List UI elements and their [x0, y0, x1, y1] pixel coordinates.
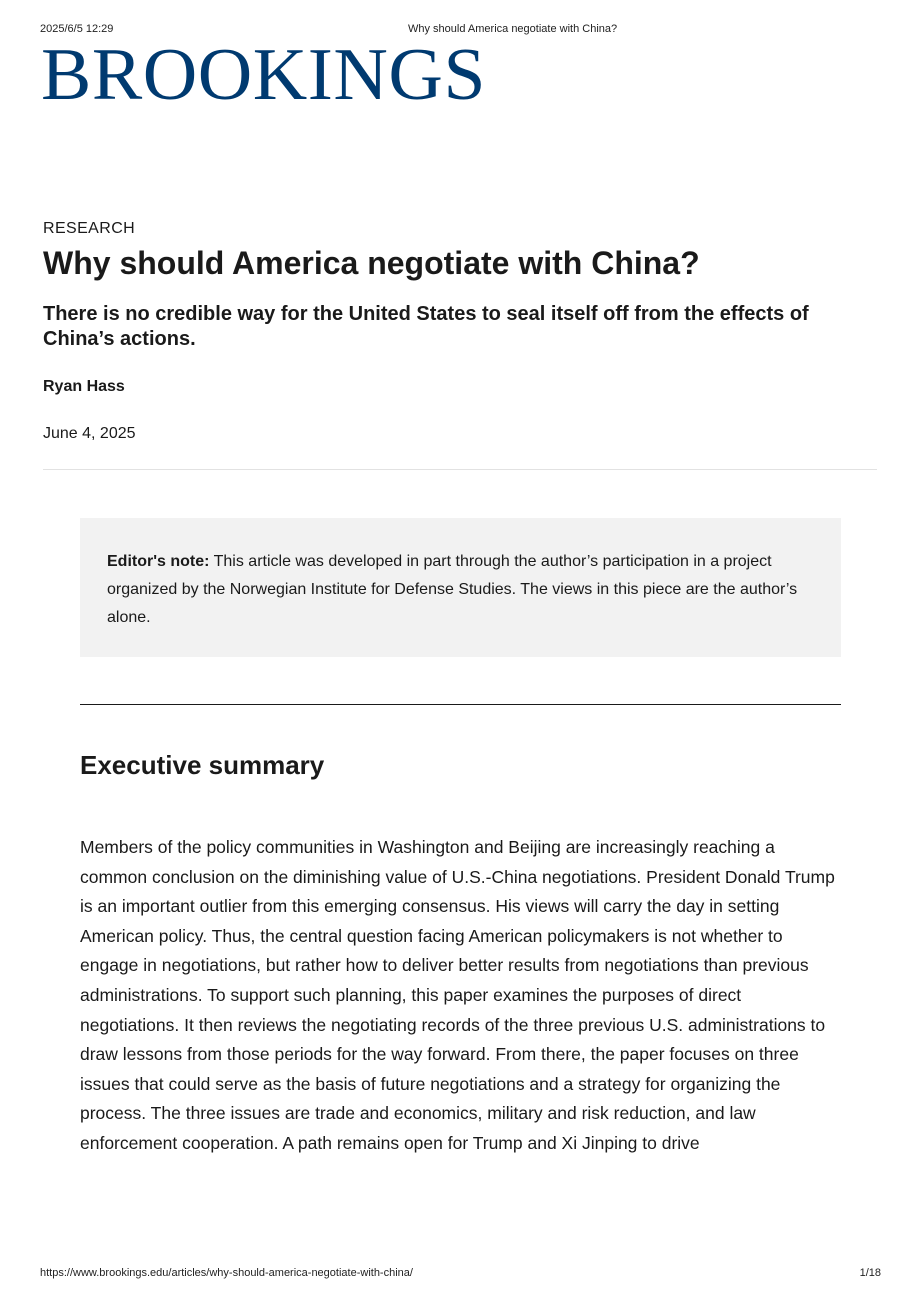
print-header-title: Why should America negotiate with China?: [408, 23, 618, 35]
section-divider: [80, 704, 841, 705]
print-footer-page-number: 1/18: [859, 1267, 881, 1279]
brookings-logo[interactable]: BROOKINGS: [41, 34, 486, 116]
print-header-datetime: 2025/6/5 12:29: [40, 23, 114, 35]
article-date: June 4, 2025: [43, 425, 136, 442]
print-footer-url: https://www.brookings.edu/articles/why-should-america-negotiate-with-china/: [40, 1267, 413, 1279]
executive-summary-paragraph: Members of the policy communities in Washington and Beijing are increasingly reaching a common conclusion on the diminishing value of U.S.-China negotiations. President Donald Trump is an important outlier from this emerging consensus. His views will carry the day in setting American policy. Thus, the central question facing American policymakers is not whether to engage in negotiations, but rather how to deliver better results from negotiations than previous administrations. To support such planning, this paper examines the purposes of direct negotiations. It then reviews the negotiating records of the three previous U.S. administrations to draw lessons from those periods for the way forward. From there, the paper focuses on three issues that could serve as the basis of future negotiations and a strategy for organizing the process. The three issues are trade and economics, military and risk reduction, and law enforcement cooperation. A path remains open for Trump and Xi Jinping to drive: [80, 837, 835, 1153]
editor-note-text: This article was developed in part through the author’s participation in a project organized by the Norwegian Institute for Defense Studies. The views in this piece are the author’s alone.: [107, 553, 798, 626]
article-title: Why should America negotiate with China?: [43, 245, 700, 281]
executive-summary-heading: Executive summary: [80, 750, 325, 780]
article-author[interactable]: Ryan Hass: [43, 378, 125, 395]
editor-note-box: [80, 518, 841, 657]
article-subtitle: There is no credible way for the United States to seal itself off from the effects of China’s actions.: [43, 303, 809, 350]
editor-note-label: Editor's note:: [107, 553, 210, 570]
header-divider: [43, 469, 877, 470]
article-category[interactable]: RESEARCH: [43, 220, 136, 237]
